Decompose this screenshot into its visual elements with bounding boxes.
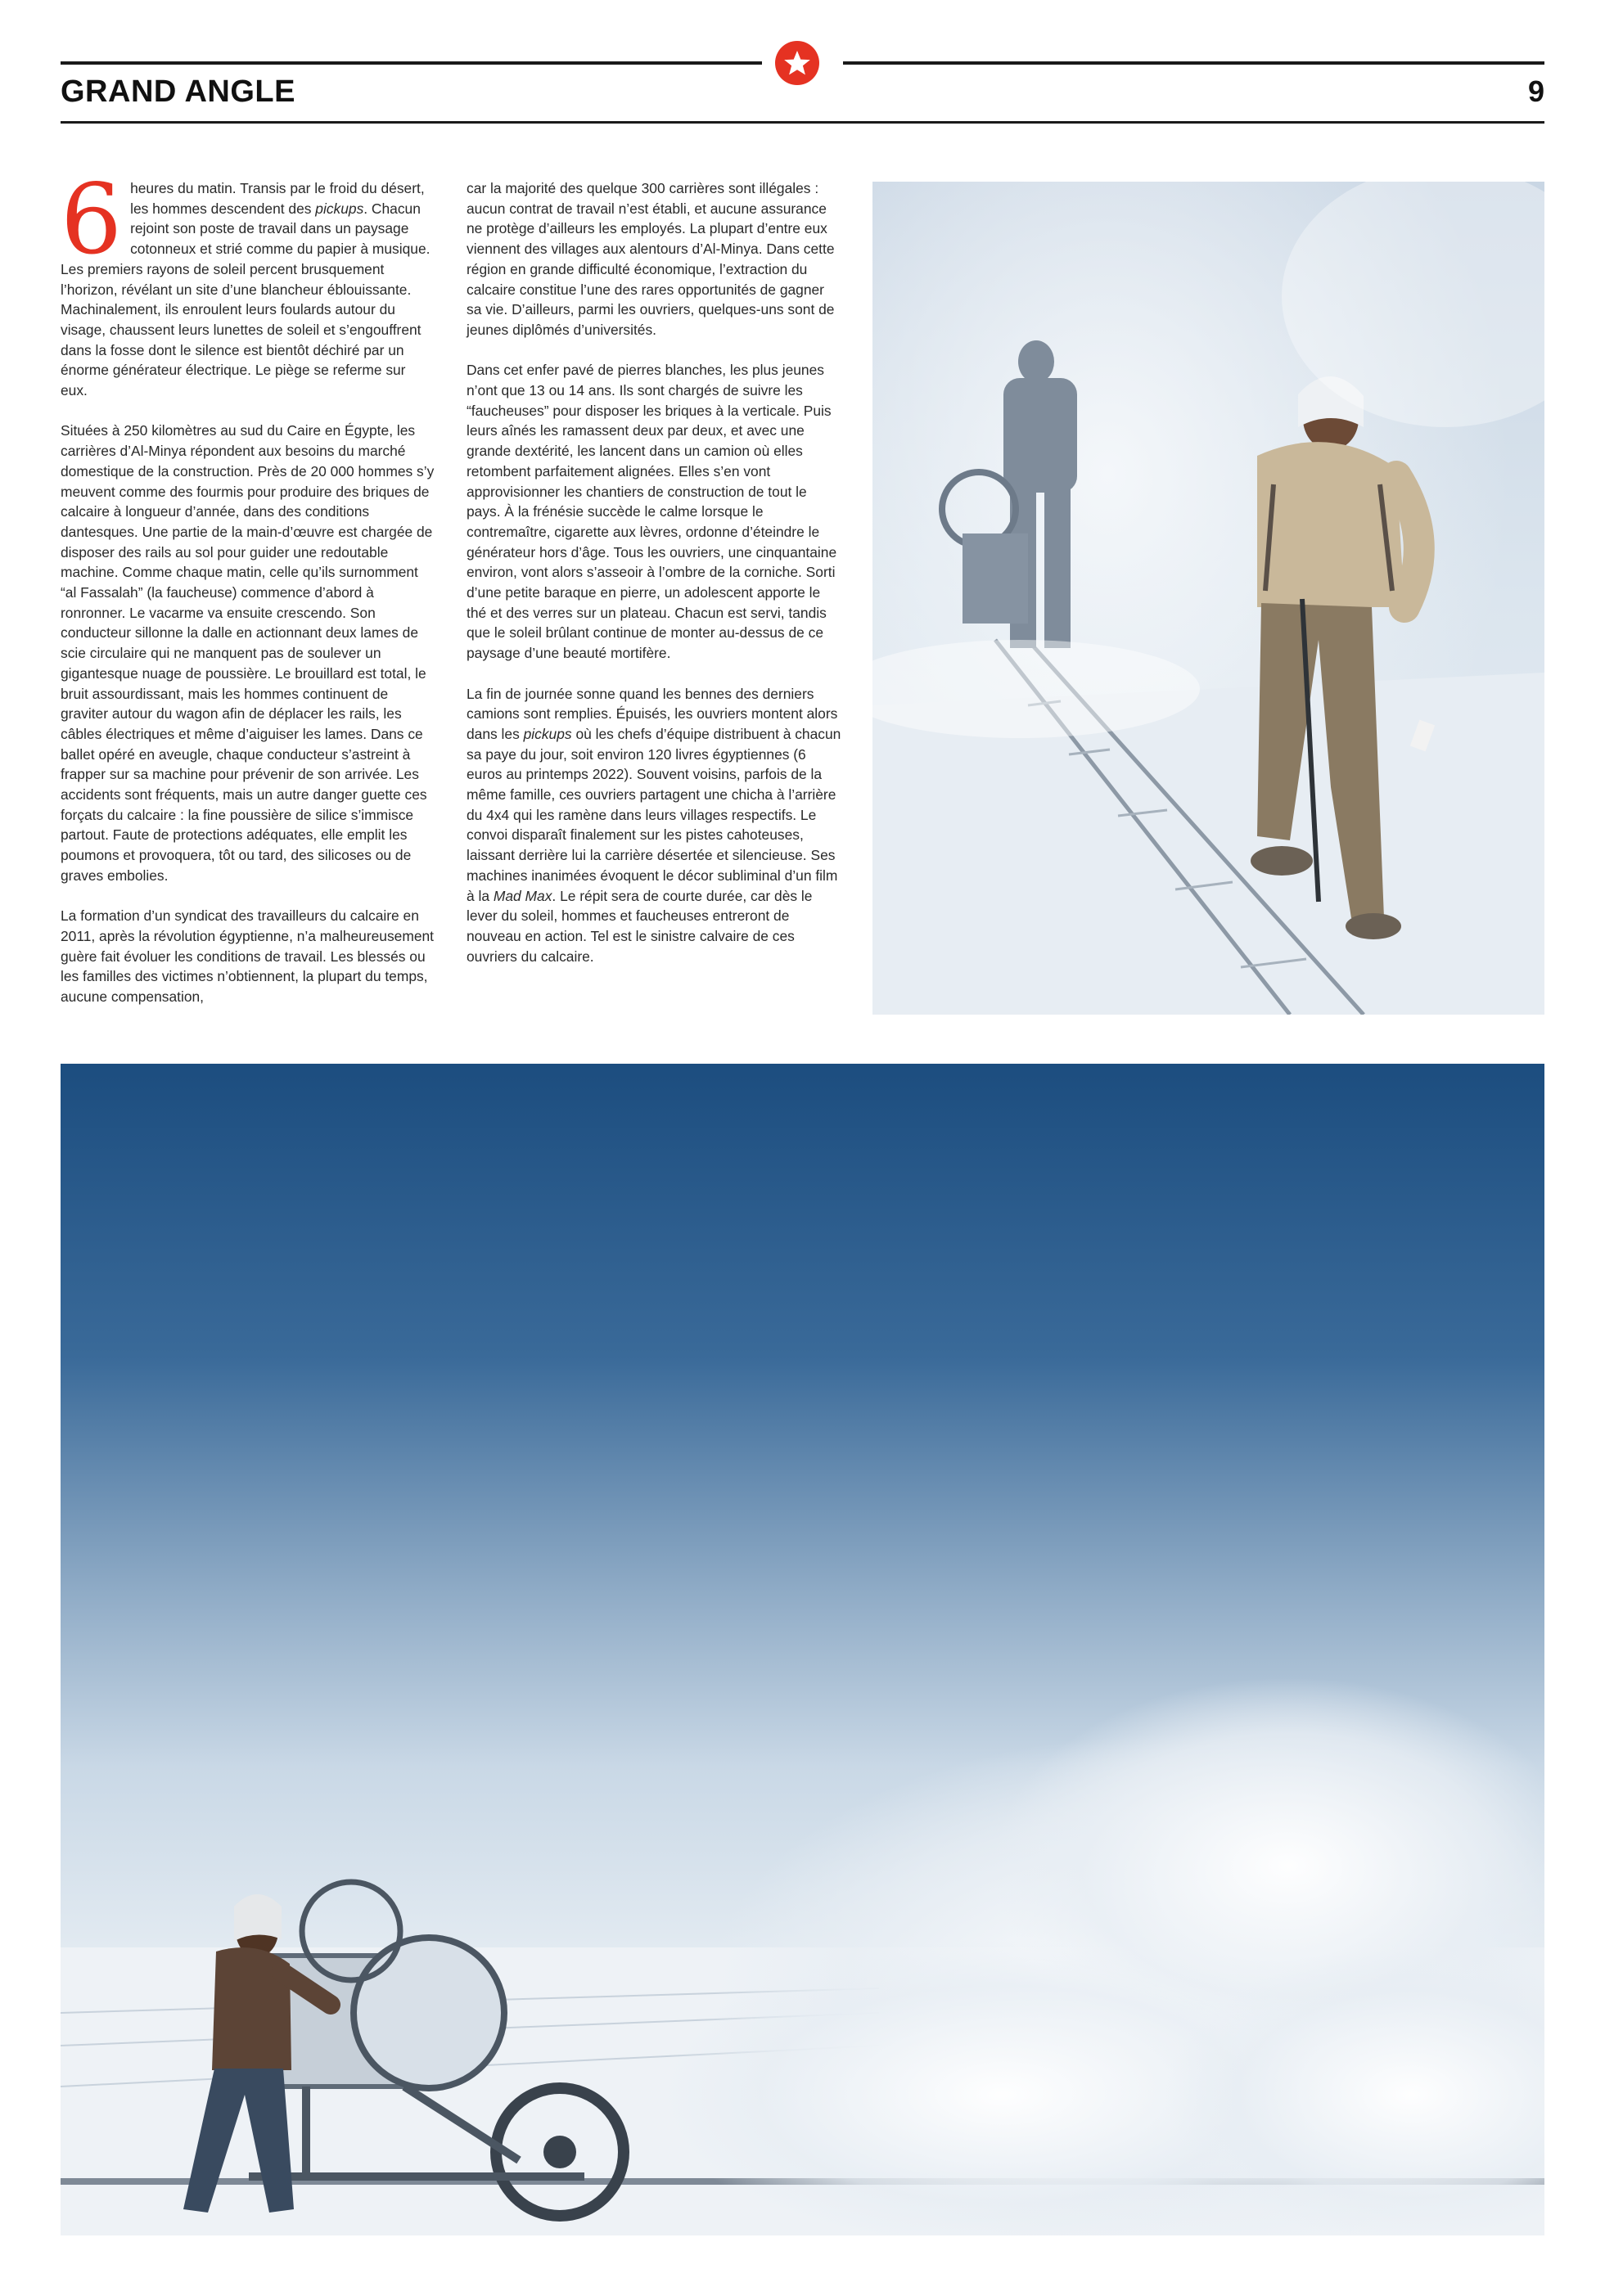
article-column-1 [61,163,435,1027]
paragraph-1 [61,163,435,401]
paragraph-1-text: heures du matin. Transis par le froid du désert, les hommes descendent des [130,180,425,217]
section-title: GRAND ANGLE [61,74,295,109]
paragraph-6-text: La fin de journée sonne quand les bennes des derniers camions sont remplies. Épuisés, les ouvriers montent alors dans les [467,685,838,742]
paragraph-6-emphasis-2: Mad Max [493,887,552,904]
paragraph-1-rest: . Chacun rejoint son poste de travail dans un paysage cotonneux et strié comme du papier à musique. Les premiers rayons de soleil percent brusquement l’horizon, révélant un site d’une blancheur éblouissante. Machinalement, ils enroulent leurs foulards autour du visage, chaussent leurs lunettes de soleil et s’engouffrent dans la fosse dont le silence est bientôt déchiré par un énorme générateur électrique. Le piège se referme sur eux. [61,200,431,399]
paragraph-1-emphasis: pickups [315,200,364,217]
paragraph-6-emphasis-1: pickups [523,725,572,742]
header-rule-bottom [61,121,1544,124]
drop-cap: 6 [61,163,123,276]
paragraph-2: Situées à 250 kilomètres au sud du Caire en Égypte, les carrières d’Al-Minya répondent aux besoins du marché domestique de la construction. Près de 20 000 hommes s’y meuvent comme des fourmis pour produire des briques de calcaire à longueur d’année, dans des conditions dantesques. Une partie de la main-d’œuvre est chargée de disposer des rails au sol pour guider une redoutable machine. Comme chaque matin, celle qu’ils surnomment “al Fassalah” (la faucheuse) commence d’abord à ronronner. Le vacarme va ensuite crescendo. Son conducteur sillonne la dalle en actionnant deux lames de scie circulaire qui ne manquent pas de soulever un gigantesque nuage de poussière. Le brouillard est total, le bruit assourdissant, mais les hommes continuent de graviter autour du wagon afin de déplacer les rails, les câbles électriques et même d’aiguiser les lames. Dans ce ballet opéré en aveugle, chaque conducteur s’astreint à frapper sur sa machine pour prévenir de son arrivée. Les accidents sont fréquents, mais un autre danger guette ces forçats du calcaire : la fine poussière de silice s’immisce partout. Faute de protections adéquates, elle emplit les poumons et provoquera, tôt ou tard, des silicoses ou de graves embolies. [61,422,435,884]
paragraph-5: Dans cet enfer pavé de pierres blanches, les plus jeunes n’ont que 13 ou 14 ans. Ils sont chargés de suivre les “faucheuses” pour disposer les briques à la verticale. Puis leurs aînés les ramassent deux par deux, et avec une grande dextérité, les lancent dans un camion où elles retombent parfaitement alignées. Elles s’en vont approvisionner les chantiers de construction de tout le pays. À la frénésie succède le calme lorsque le contremaître, cigarette aux lèvres, ordonne d’éteindre le générateur hors d’âge. Tous les ouvriers, une cinquantaine environ, vont alors s’asseoir à l’ombre de la corniche. Sorti d’une petite baraque en pierre, un adolescent apporte le thé et des verres sur un plateau. Chacun est servi, tandis que le soleil brûlant continue de monter au-dessus de ce paysage d’une beauté mortifère. [467,362,837,662]
article-column-2 [467,178,841,987]
header-rule-left [61,61,762,65]
paragraph-6-text-3: . Le répit sera de courte durée, car dès le lever du soleil, hommes et faucheuses entreront de nouveau en action. Tel est le sinistre calvaire de ces ouvriers du calcaire. [467,887,813,965]
paragraph-3: La formation d’un syndicat des travailleurs du calcaire en 2011, après la révolution égyptienne, n’a malheureusement guère fait évoluer les conditions de travail. Les blessés ou les familles des victimes n’obtiennent, la plupart du temps, aucune compensation, [61,907,434,1006]
quarry-workers-photo [872,182,1544,1015]
page-number: 9 [1527,74,1544,108]
paragraph-4: car la majorité des quelque 300 carrières sont illégales : aucun contrat de travail n’est établi, et aucune assurance ne protège d’ailleurs les employés. La plupart d’entre eux viennent des villages aux alentours d’Al-Minya. Dans cette région en grande difficulté économique, l’extraction du calcaire constitue l’une des rares opportunités de gagner sa vie. D’ailleurs, parmi les ouvriers, quelques-uns sont de jeunes diplômés d’universités. [467,180,835,338]
paragraph-6 [467,684,841,967]
star-icon [775,41,819,85]
header-rule-right [843,61,1544,65]
paragraph-6-text-2: où les chefs d’équipe distribuent à chacun sa paye du jour, soit environ 120 livres égyptiennes (6 euros au printemps 2022). Souvent voisins, parfois de la même famille, ces ouvriers partagent une chicha à l’arrière du 4x4 qui les ramène dans leurs villages respectifs. Le convoi disparaît finalement sur les pistes cahoteuses, laissant derrière lui la carrière désertée et silencieuse. Ses machines inanimées évoquent le décor subliminal d’un film à la [467,725,841,904]
quarry-machine-photo [61,1064,1544,2235]
